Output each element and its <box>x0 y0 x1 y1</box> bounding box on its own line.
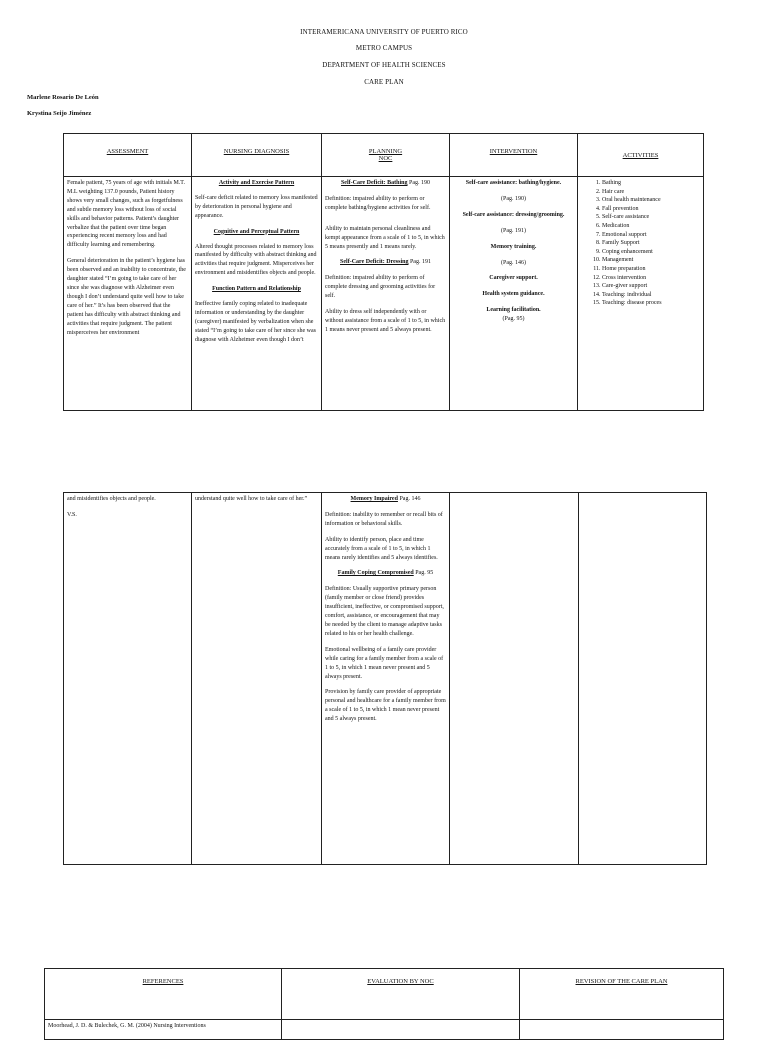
activities-cell <box>578 177 704 411</box>
vital-signs-note: V.S. <box>67 511 77 518</box>
noc-text: Definition: impaired ability to perform of complete dressing and grooming activities for self. <box>325 275 436 300</box>
list-item: 11. Home preparation <box>602 265 700 274</box>
table-header-row <box>64 134 704 177</box>
list-item: 13. Care-giver support <box>602 282 700 291</box>
planning-label: PLANNING <box>368 148 403 155</box>
activities-header: ACTIVITIES <box>578 134 704 177</box>
evaluation-cell <box>282 1020 520 1040</box>
intervention-item: Health system guidance. <box>482 291 545 298</box>
noc-text: Definition: Usually supportive primary person (family member or close friend) provides insufficient, ineffective, or compromised support, comfort, assistance, or encouragement that may be needed by the client to manage adaptive tasks related to his or her health challenge. <box>325 586 444 637</box>
diagnosis-cell <box>192 493 322 865</box>
evaluation-header: EVALUATION BY NOC <box>282 969 520 1020</box>
noc-text: Emotional wellbeing of a family care provider while caring for a family member from a scale of 1 to 5, in which 1 mean never present and 5 always present. <box>325 646 444 680</box>
planning-cell <box>322 177 450 411</box>
intervention-cell <box>450 177 578 411</box>
diagnosis-text: Altered thought processes related to memory loss manifested by difficulty with abstract thinking and activities that require judgment. Misperceives her environment and misidentifies objects and people. <box>195 243 317 277</box>
intervention-item: Caregiver support. <box>489 275 538 282</box>
diagnosis-text: understand quite well how to take care of her.” <box>195 496 308 502</box>
noc-text: Ability to dress self independently with or without assistance from a scale of 1 to 5, in which 1 means never present and 5 always present. <box>325 309 446 333</box>
planning-header <box>322 134 450 177</box>
noc-label: NOC <box>378 155 393 162</box>
noc-text: Definition: impaired ability to perform or complete bathing/hygiene activities for self. <box>325 195 431 211</box>
table-row <box>64 493 707 865</box>
noc-heading: Self-Care Deficit: Bathing Pag. 190 <box>340 180 431 186</box>
assessment-cell <box>64 493 192 865</box>
intervention-cell <box>450 493 579 865</box>
care-plan-table <box>63 133 704 411</box>
noc-heading: Family Coping Compromised Pag. 95 <box>337 570 434 577</box>
assessment-paragraph: General deterioration in the patient’s hygiene has been observed and an inability to concentrate, the daughter stated “I’m going to take care of her since she was diagnose with Alzheimer even though I don’t understand quite well how to take care of her.” It’s has been observed that the patient has difficulty with abstract thinking and activities that require judgment. The patient misperceives her environment <box>67 258 186 336</box>
references-header: REFERENCES <box>45 969 282 1020</box>
assessment-paragraph: and misidentifies objects and people. <box>67 496 156 502</box>
table-row <box>64 177 704 411</box>
list-item: 14. Teaching: individual <box>602 291 700 300</box>
campus-name: METRO CAMPUS <box>355 44 413 52</box>
pattern-heading: Activity and Exercise Pattern <box>218 180 295 186</box>
pattern-heading: Cognitive and Perceptual Pattern <box>213 228 300 235</box>
intervention-item: Memory training. <box>490 243 537 250</box>
care-plan-table-continued <box>63 492 707 865</box>
page-ref: (Pag. 146) <box>501 259 526 266</box>
activities-cell <box>579 493 707 865</box>
list-item: 9. Coping enhancement <box>602 248 700 257</box>
pattern-heading: Function Pattern and Relationship <box>212 286 301 293</box>
assessment-paragraph: Female patient, 75 years of age with initials M.T. M.L weighting 137.0 pounds, Patient history shows very small changes, such as forgetfulness and subtle memory loss without loss of social skills and behavior patterns. Patient’s daughter verbalize that the patient over time began experiencing recent memory loss and had difficulty learning and remembering. <box>67 180 186 249</box>
noc-heading: Memory Impaired Pag. 146 <box>350 496 421 502</box>
intervention-item: Self-care assistance: bathing/hygiene. <box>465 180 562 186</box>
list-item: 6. Medication <box>602 222 700 231</box>
page-ref: (Pag. 190) <box>501 195 526 202</box>
author-name: Krystina Seijo Jiménez <box>27 110 92 117</box>
intervention-header: INTERVENTION <box>450 134 578 177</box>
revision-cell <box>520 1020 724 1040</box>
intervention-item: Learning facilitation. <box>486 307 541 314</box>
diagnosis-text: Self-care deficit related to memory loss manifested by deterioration in personal hygiene and appearance. <box>195 194 318 219</box>
activities-list <box>578 179 700 308</box>
table-row <box>45 1020 724 1040</box>
list-item: 5. Self-care assistance <box>602 213 700 222</box>
table-header-row <box>45 969 724 1020</box>
list-item: 12. Cross intervention <box>602 274 700 283</box>
list-item: 1. Bathing <box>602 179 700 188</box>
evaluation-table <box>44 968 724 1040</box>
intervention-item: Self-care assistance: dressing/grooming. <box>462 211 565 218</box>
assessment-header: ASSESSMENT <box>64 134 192 177</box>
list-item: 2. Hair care <box>602 188 700 197</box>
author-name: Marlene Rosario De León <box>27 94 99 101</box>
references-cell <box>45 1020 282 1040</box>
list-item: 3. Oral health maintenance <box>602 196 700 205</box>
diagnosis-cell <box>192 177 322 411</box>
list-item: 8. Family Support <box>602 239 700 248</box>
list-item: 4. Fall prevention <box>602 205 700 214</box>
assessment-cell <box>64 177 192 411</box>
department-name: DEPARTMENT OF HEALTH SCIENCES <box>322 61 446 69</box>
nursing-diagnosis-header: NURSING DIAGNOSIS <box>192 134 322 177</box>
noc-heading: Self-Care Deficit: Dressing Pag. 191 <box>340 259 431 266</box>
revision-header: REVISION OF THE CARE PLAN <box>520 969 724 1020</box>
page-ref: (Pag. 191) <box>501 227 526 234</box>
noc-text: Ability to identify person, place and time accurately from a scale of 1 to 5, in which 1 means rarely identifies and 5 always identifies. <box>325 536 438 561</box>
planning-cell <box>322 493 450 865</box>
diagnosis-text: Ineffective family coping related to inadequate information or understanding by the daughter (caregiver) manifested by verbalization when she stated “I’m going to take care of her since she was diagnose with Alzheimer even though I don’t <box>195 301 316 343</box>
noc-text: Provision by family care provider of appropriate personal and healthcare for a family member from a scale of 1 to 5, in which 1 mean never present and 5 always present. <box>325 689 446 723</box>
list-item: 15. Teaching: disease proces <box>602 299 700 308</box>
noc-text: Ability to maintain personal cleanliness and kempt appearance from a scale of 1 to 5, in which 5 means presently and 1 means rarely. <box>325 225 445 250</box>
reference-entry: Moorhead, J. D. & Bulechek, G. M. (2004) Nursing Interventions <box>48 1023 206 1029</box>
university-name: INTERAMERICANA UNIVERSITY OF PUERTO RICO <box>300 28 468 36</box>
list-item: 10. Management <box>602 256 700 265</box>
list-item: 7. Emotional support <box>602 231 700 240</box>
document-title: CARE PLAN <box>364 78 404 86</box>
noc-text: Definition: inability to remember or recall bits of information or behavioral skills. <box>325 511 443 527</box>
page-ref: (Pag. 95) <box>502 316 525 323</box>
